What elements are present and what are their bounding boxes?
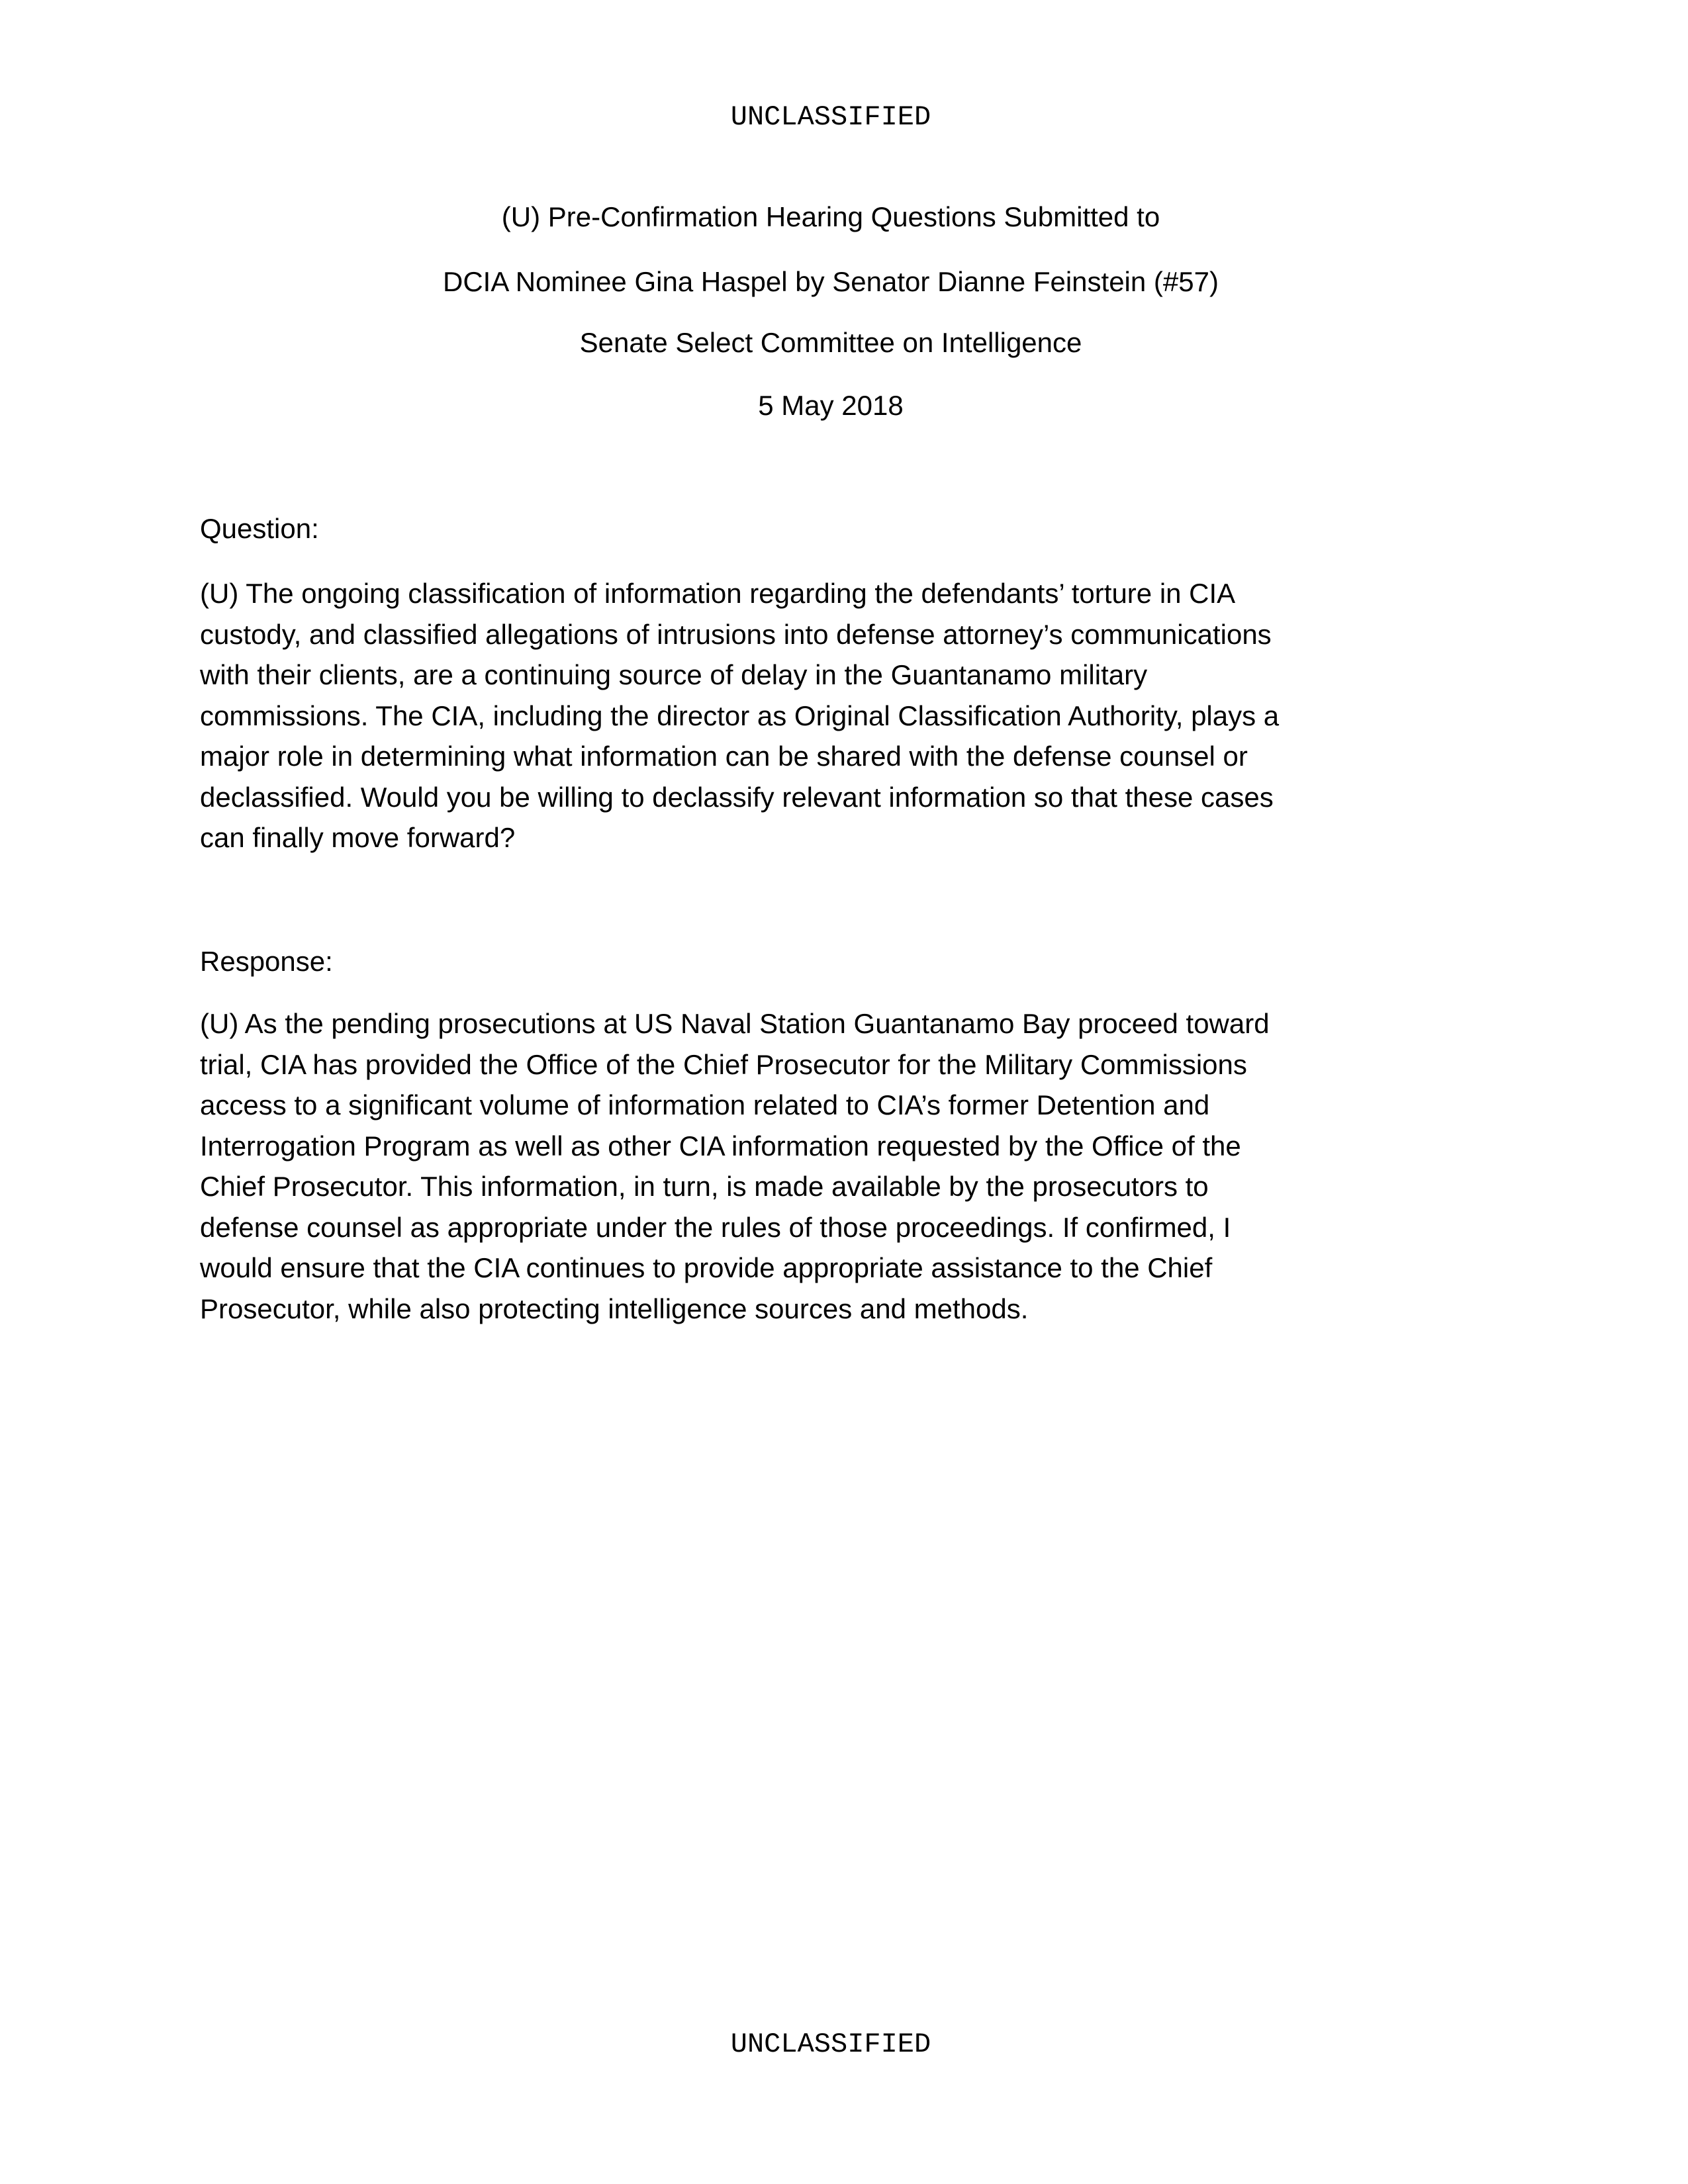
title-line: DCIA Nominee Gina Haspel by Senator Dianne Feinstein (#57) <box>443 266 1219 297</box>
question-text-line: major role in determining what information can be shared with the defense counsel or <box>200 741 1248 772</box>
question-text-line: with their clients, are a continuing source of delay in the Guantanamo military <box>200 659 1148 690</box>
question-label: Question: <box>200 513 319 544</box>
question-text-line: commissions. The CIA, including the director as Original Classification Authority, plays a <box>200 700 1280 731</box>
response-text-line: Interrogation Program as well as other CIA information requested by the Office of the <box>200 1130 1241 1161</box>
response-text-line: would ensure that the CIA continues to provide appropriate assistance to the Chief <box>200 1252 1213 1283</box>
response-text-line: access to a significant volume of information related to CIA’s former Detention and <box>200 1089 1210 1120</box>
question-text-line: can finally move forward? <box>200 822 516 853</box>
classification-footer: UNCLASSIFIED <box>730 2028 931 2060</box>
document-date: 5 May 2018 <box>758 390 904 421</box>
question-text-line: declassified. Would you be willing to declassify relevant information so that these cases <box>200 781 1274 813</box>
response-text-line: (U) As the pending prosecutions at US Naval Station Guantanamo Bay proceed toward <box>200 1008 1270 1039</box>
response-label: Response: <box>200 946 333 977</box>
response-text-line: Chief Prosecutor. This information, in turn, is made available by the prosecutors to <box>200 1171 1209 1202</box>
title-line: Senate Select Committee on Intelligence <box>579 327 1082 358</box>
response-text-line: Prosecutor, while also protecting intelligence sources and methods. <box>200 1293 1029 1324</box>
question-text-line: (U) The ongoing classification of information regarding the defendants’ torture in CIA <box>200 578 1236 609</box>
question-text-line: custody, and classified allegations of intrusions into defense attorney’s communications <box>200 618 1272 650</box>
classification-header: UNCLASSIFIED <box>730 101 931 133</box>
title-line: (U) Pre-Confirmation Hearing Questions Submitted to <box>501 201 1160 232</box>
response-text-line: defense counsel as appropriate under the rules of those proceedings. If confirmed, I <box>200 1211 1231 1243</box>
response-text-line: trial, CIA has provided the Office of the Chief Prosecutor for the Military Commissions <box>200 1048 1247 1080</box>
